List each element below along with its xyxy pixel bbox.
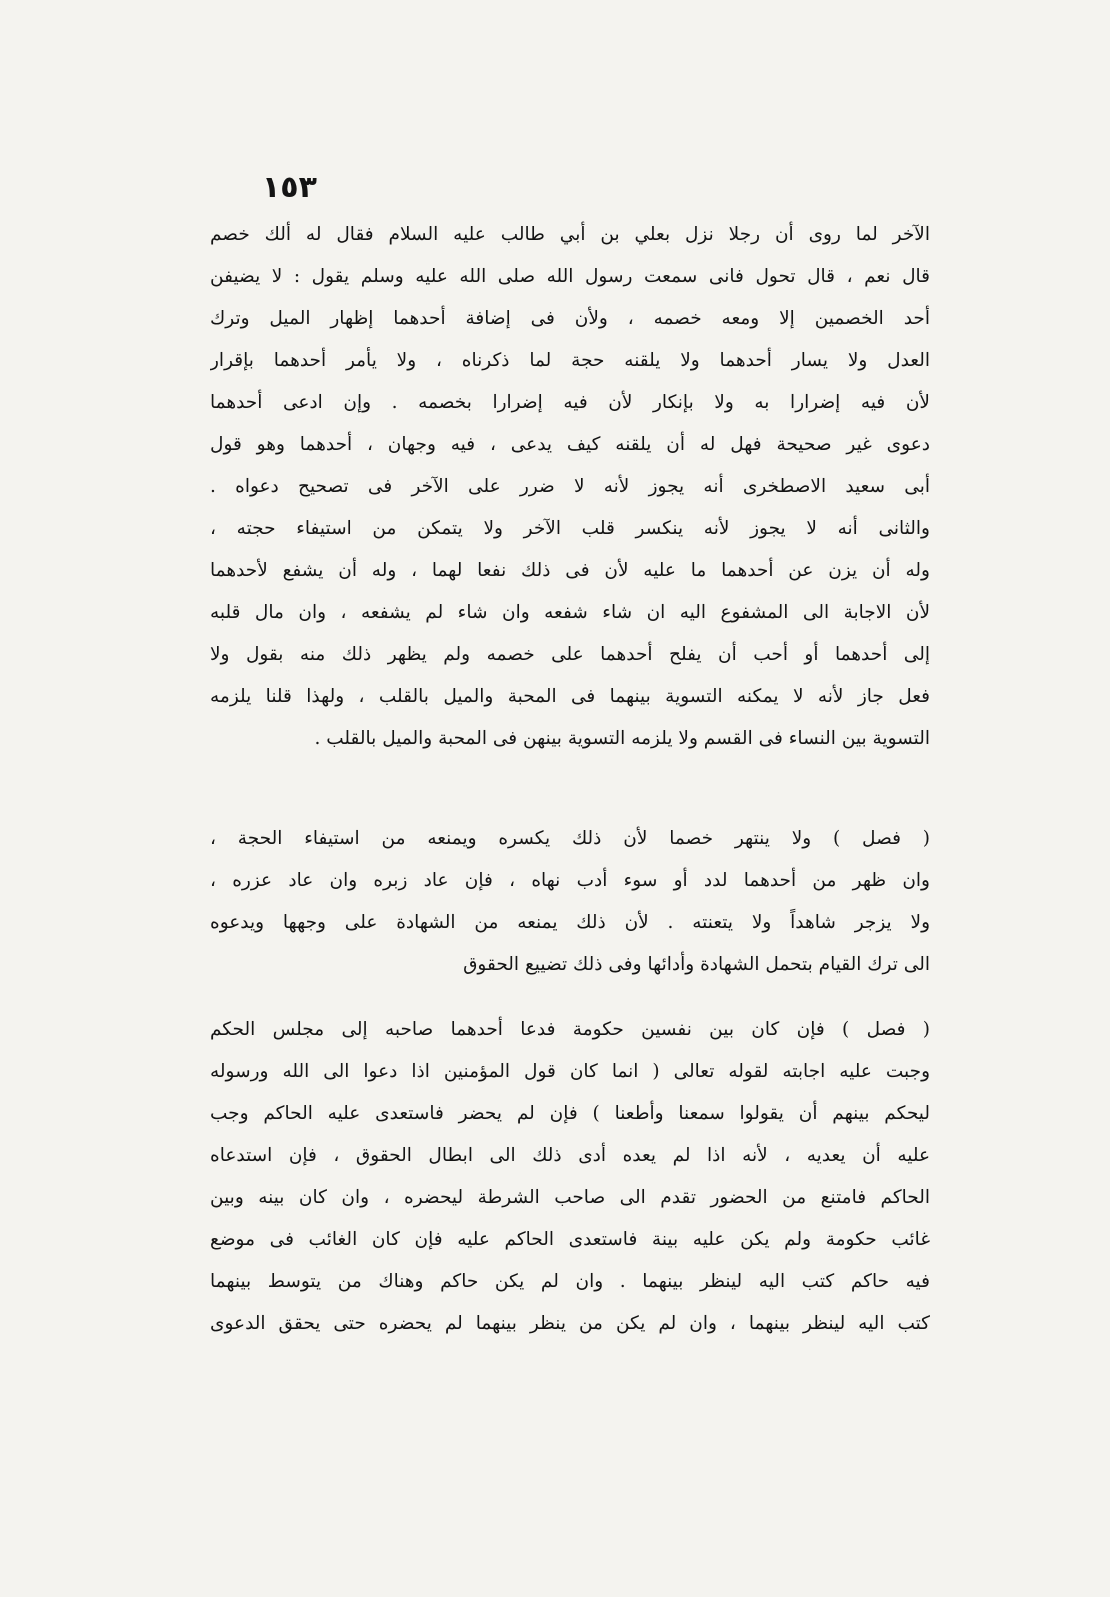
text-line: العدل ولا يسار أحدهما ولا يلقنه حجة لما ذكرناه ، ولا يأمر أحدهما بإقرار — [210, 350, 930, 371]
page-number: ١٥٣ — [262, 170, 317, 205]
text-line: والثانى أنه لا يجوز لأنه ينكسر قلب الآخر ولا يتمكن من استيفاء حجته ، — [210, 518, 930, 539]
text-line: وجبت عليه اجابته لقوله تعالى ( انما كان قول المؤمنين اذا دعوا الى الله ورسوله — [210, 1061, 930, 1082]
text-line: غائب حكومة ولم يكن عليه بينة فاستعدى الحاكم عليه فإن كان الغائب فى موضع — [210, 1229, 930, 1250]
text-line: ولا يزجر شاهداً ولا يتعنته . لأن ذلك يمنعه من الشهادة على وجهها ويدعوه — [210, 912, 930, 933]
text-line: ليحكم بينهم أن يقولوا سمعنا وأطعنا ) فإن لم يحضر فاستعدى عليه الحاكم وجب — [210, 1103, 930, 1124]
text-line: فعل جاز لأنه لا يمكنه التسوية بينهما فى المحبة والميل بالقلب ، ولهذا قلنا يلزمه — [210, 686, 930, 707]
text-line: الحاكم فامتنع من الحضور تقدم الى صاحب الشرطة ليحضره ، وان كان بينه وبين — [210, 1187, 930, 1208]
text-line: الى ترك القيام بتحمل الشهادة وأدائها وفى ذلك تضييع الحقوق — [463, 954, 930, 975]
text-line: لأن الاجابة الى المشفوع اليه ان شاء شفعه وان شاء لم يشفعه ، وان مال قلبه — [210, 602, 930, 623]
text-line: إلى أحدهما أو أحب أن يفلح أحدهما على خصمه ولم يظهر ذلك منه بقول ولا — [210, 644, 930, 665]
text-line: فيه حاكم كتب اليه لينظر بينهما . وان لم يكن حاكم وهناك من يتوسط بينهما — [210, 1271, 930, 1292]
text-line: أبى سعيد الاصطخرى أنه يجوز لأنه لا ضرر على الآخر فى تصحيح دعواه . — [210, 476, 930, 497]
text-line: وله أن يزن عن أحدهما ما عليه لأن فى ذلك نفعا لهما ، وله أن يشفع لأحدهما — [210, 560, 930, 581]
text-line: دعوى غير صحيحة فهل له أن يلقنه كيف يدعى ، فيه وجهان ، أحدهما وهو قول — [210, 434, 930, 455]
text-line: ( فصل ) ولا ينتهر خصما لأن ذلك يكسره ويمنعه من استيفاء الحجة ، — [210, 828, 930, 849]
text-line: الآخر لما روى أن رجلا نزل بعلي بن أبي طالب عليه السلام فقال له ألك خصم — [210, 224, 930, 245]
paragraph-main — [210, 214, 930, 760]
text-line: التسوية بين النساء فى القسم ولا يلزمه التسوية بينهن فى المحبة والميل بالقلب . — [314, 728, 930, 749]
text-line: وان ظهر من أحدهما لدد أو سوء أدب نهاه ، فإن عاد زبره وان عاد عزره ، — [210, 870, 930, 891]
text-line: عليه أن يعديه ، لأنه اذا لم يعده أدى ذلك الى ابطال الحقوق ، فإن استدعاه — [210, 1145, 930, 1166]
text-line: لأن فيه إضرارا به ولا بإنكار لأن فيه إضرارا بخصمه . وإن ادعى أحدهما — [210, 392, 930, 413]
text-line: كتب اليه لينظر بينهما ، وان لم يكن من ينظر بينهما لم يحضره حتى يحقق الدعوى — [210, 1313, 930, 1334]
text-line: أحد الخصمين إلا ومعه خصمه ، ولأن فى إضافة أحدهما إظهار الميل وترك — [210, 308, 930, 329]
paragraph-fasl-1 — [210, 818, 930, 986]
paragraph-fasl-2 — [210, 1009, 930, 1345]
text-line: ( فصل ) فإن كان بين نفسين حكومة فدعا أحدهما صاحبه إلى مجلس الحكم — [210, 1019, 930, 1040]
text-line: قال نعم ، قال تحول فانى سمعت رسول الله صلى الله عليه وسلم يقول : لا يضيفن — [210, 266, 930, 287]
